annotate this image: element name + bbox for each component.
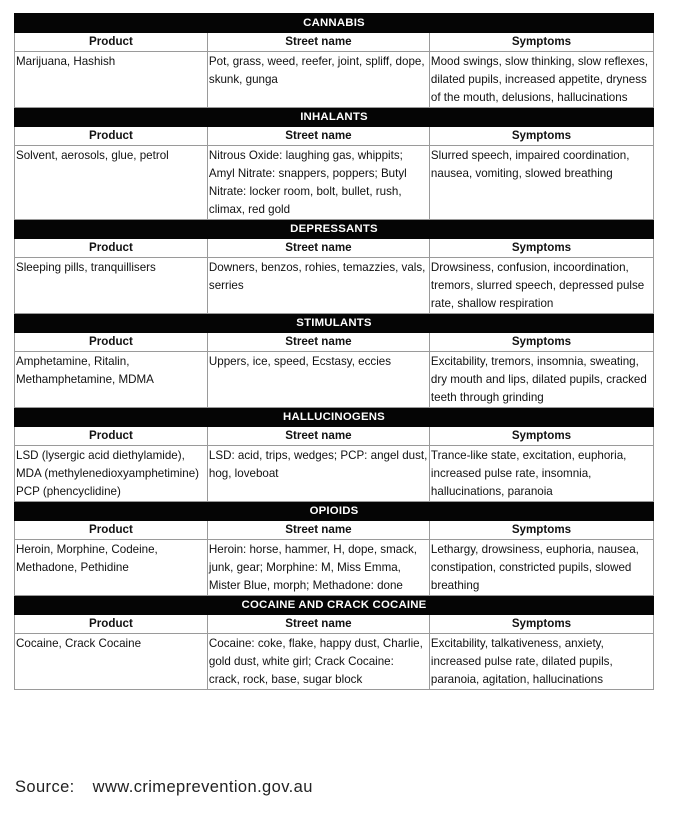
column-header-row — [15, 615, 654, 634]
column-header-symptoms: Symptoms — [429, 33, 653, 52]
column-header-symptoms: Symptoms — [429, 239, 653, 258]
symptoms-cell: Mood swings, slow thinking, slow reflexes, dilated pupils, increased appetite, dryness of the mouth, delusions, hallucinations — [429, 52, 653, 108]
column-header-row — [15, 333, 654, 352]
column-header-street-name: Street name — [207, 333, 429, 352]
symptoms-cell: Lethargy, drowsiness, euphoria, nausea, constipation, constricted pupils, slowed breathing — [429, 540, 653, 596]
column-header-row — [15, 239, 654, 258]
product-cell: Cocaine, Crack Cocaine — [15, 634, 208, 690]
section-title: CANNABIS — [15, 14, 654, 33]
product-cell: Amphetamine, Ritalin, Methamphetamine, MDMA — [15, 352, 208, 408]
column-header-symptoms: Symptoms — [429, 333, 653, 352]
product-cell: Sleeping pills, tranquillisers — [15, 258, 208, 314]
street-name-cell: Pot, grass, weed, reefer, joint, spliff, dope, skunk, gunga — [207, 52, 429, 108]
column-header-product: Product — [15, 427, 208, 446]
section-title: OPIOIDS — [15, 502, 654, 521]
column-header-product: Product — [15, 333, 208, 352]
symptoms-cell: Excitability, talkativeness, anxiety, increased pulse rate, dilated pupils, paranoia, agitation, hallucinations — [429, 634, 653, 690]
column-header-row — [15, 127, 654, 146]
column-header-product: Product — [15, 33, 208, 52]
column-header-row — [15, 521, 654, 540]
symptoms-cell: Slurred speech, impaired coordination, nausea, vomiting, slowed breathing — [429, 146, 653, 220]
section-title: INHALANTS — [15, 108, 654, 127]
column-header-street-name: Street name — [207, 427, 429, 446]
source-citation — [15, 778, 313, 797]
column-header-street-name: Street name — [207, 33, 429, 52]
table-row — [15, 258, 654, 314]
column-header-street-name: Street name — [207, 239, 429, 258]
section-title: DEPRESSANTS — [15, 220, 654, 239]
column-header-product: Product — [15, 615, 208, 634]
street-name-cell: Cocaine: coke, flake, happy dust, Charlie, gold dust, white girl; Crack Cocaine: crack, rock, base, sugar block — [207, 634, 429, 690]
source-label: Source: — [15, 778, 75, 796]
column-header-symptoms: Symptoms — [429, 615, 653, 634]
column-header-street-name: Street name — [207, 127, 429, 146]
section-header-row — [15, 220, 654, 239]
source-url: www.crimeprevention.gov.au — [92, 778, 313, 796]
product-cell: LSD (lysergic acid diethylamide), MDA (methylenedioxyamphetimine) PCP (phencyclidine) — [15, 446, 208, 502]
street-name-cell: LSD: acid, trips, wedges; PCP: angel dust, hog, loveboat — [207, 446, 429, 502]
table-row — [15, 634, 654, 690]
column-header-product: Product — [15, 127, 208, 146]
symptoms-cell: Drowsiness, confusion, incoordination, tremors, slurred speech, depressed pulse rate, shallow respiration — [429, 258, 653, 314]
symptoms-cell: Excitability, tremors, insomnia, sweating, dry mouth and lips, dilated pupils, cracked teeth through grinding — [429, 352, 653, 408]
table-row — [15, 352, 654, 408]
section-header-row — [15, 502, 654, 521]
product-cell: Marijuana, Hashish — [15, 52, 208, 108]
column-header-symptoms: Symptoms — [429, 127, 653, 146]
symptoms-cell: Trance-like state, excitation, euphoria, increased pulse rate, insomnia, hallucinations, paranoia — [429, 446, 653, 502]
column-header-symptoms: Symptoms — [429, 427, 653, 446]
section-header-row — [15, 596, 654, 615]
section-header-row — [15, 314, 654, 333]
product-cell: Heroin, Morphine, Codeine, Methadone, Pethidine — [15, 540, 208, 596]
street-name-cell: Nitrous Oxide: laughing gas, whippits; Amyl Nitrate: snappers, poppers; Butyl Nitrate: locker room, bolt, bullet, rush, climax, red gold — [207, 146, 429, 220]
section-header-row — [15, 14, 654, 33]
section-title: STIMULANTS — [15, 314, 654, 333]
section-title: COCAINE AND CRACK COCAINE — [15, 596, 654, 615]
product-cell: Solvent, aerosols, glue, petrol — [15, 146, 208, 220]
section-header-row — [15, 408, 654, 427]
section-title: HALLUCINOGENS — [15, 408, 654, 427]
table-row — [15, 146, 654, 220]
table-body — [15, 14, 654, 690]
column-header-symptoms: Symptoms — [429, 521, 653, 540]
column-header-row — [15, 33, 654, 52]
table-row — [15, 52, 654, 108]
table-row — [15, 446, 654, 502]
column-header-product: Product — [15, 239, 208, 258]
street-name-cell: Heroin: horse, hammer, H, dope, smack, junk, gear; Morphine: M, Miss Emma, Mister Blue, morph; Methadone: done — [207, 540, 429, 596]
column-header-street-name: Street name — [207, 521, 429, 540]
drug-reference-table — [14, 13, 654, 690]
column-header-row — [15, 427, 654, 446]
table-row — [15, 540, 654, 596]
column-header-product: Product — [15, 521, 208, 540]
street-name-cell: Uppers, ice, speed, Ecstasy, eccies — [207, 352, 429, 408]
column-header-street-name: Street name — [207, 615, 429, 634]
section-header-row — [15, 108, 654, 127]
street-name-cell: Downers, benzos, rohies, temazzies, vals, serries — [207, 258, 429, 314]
